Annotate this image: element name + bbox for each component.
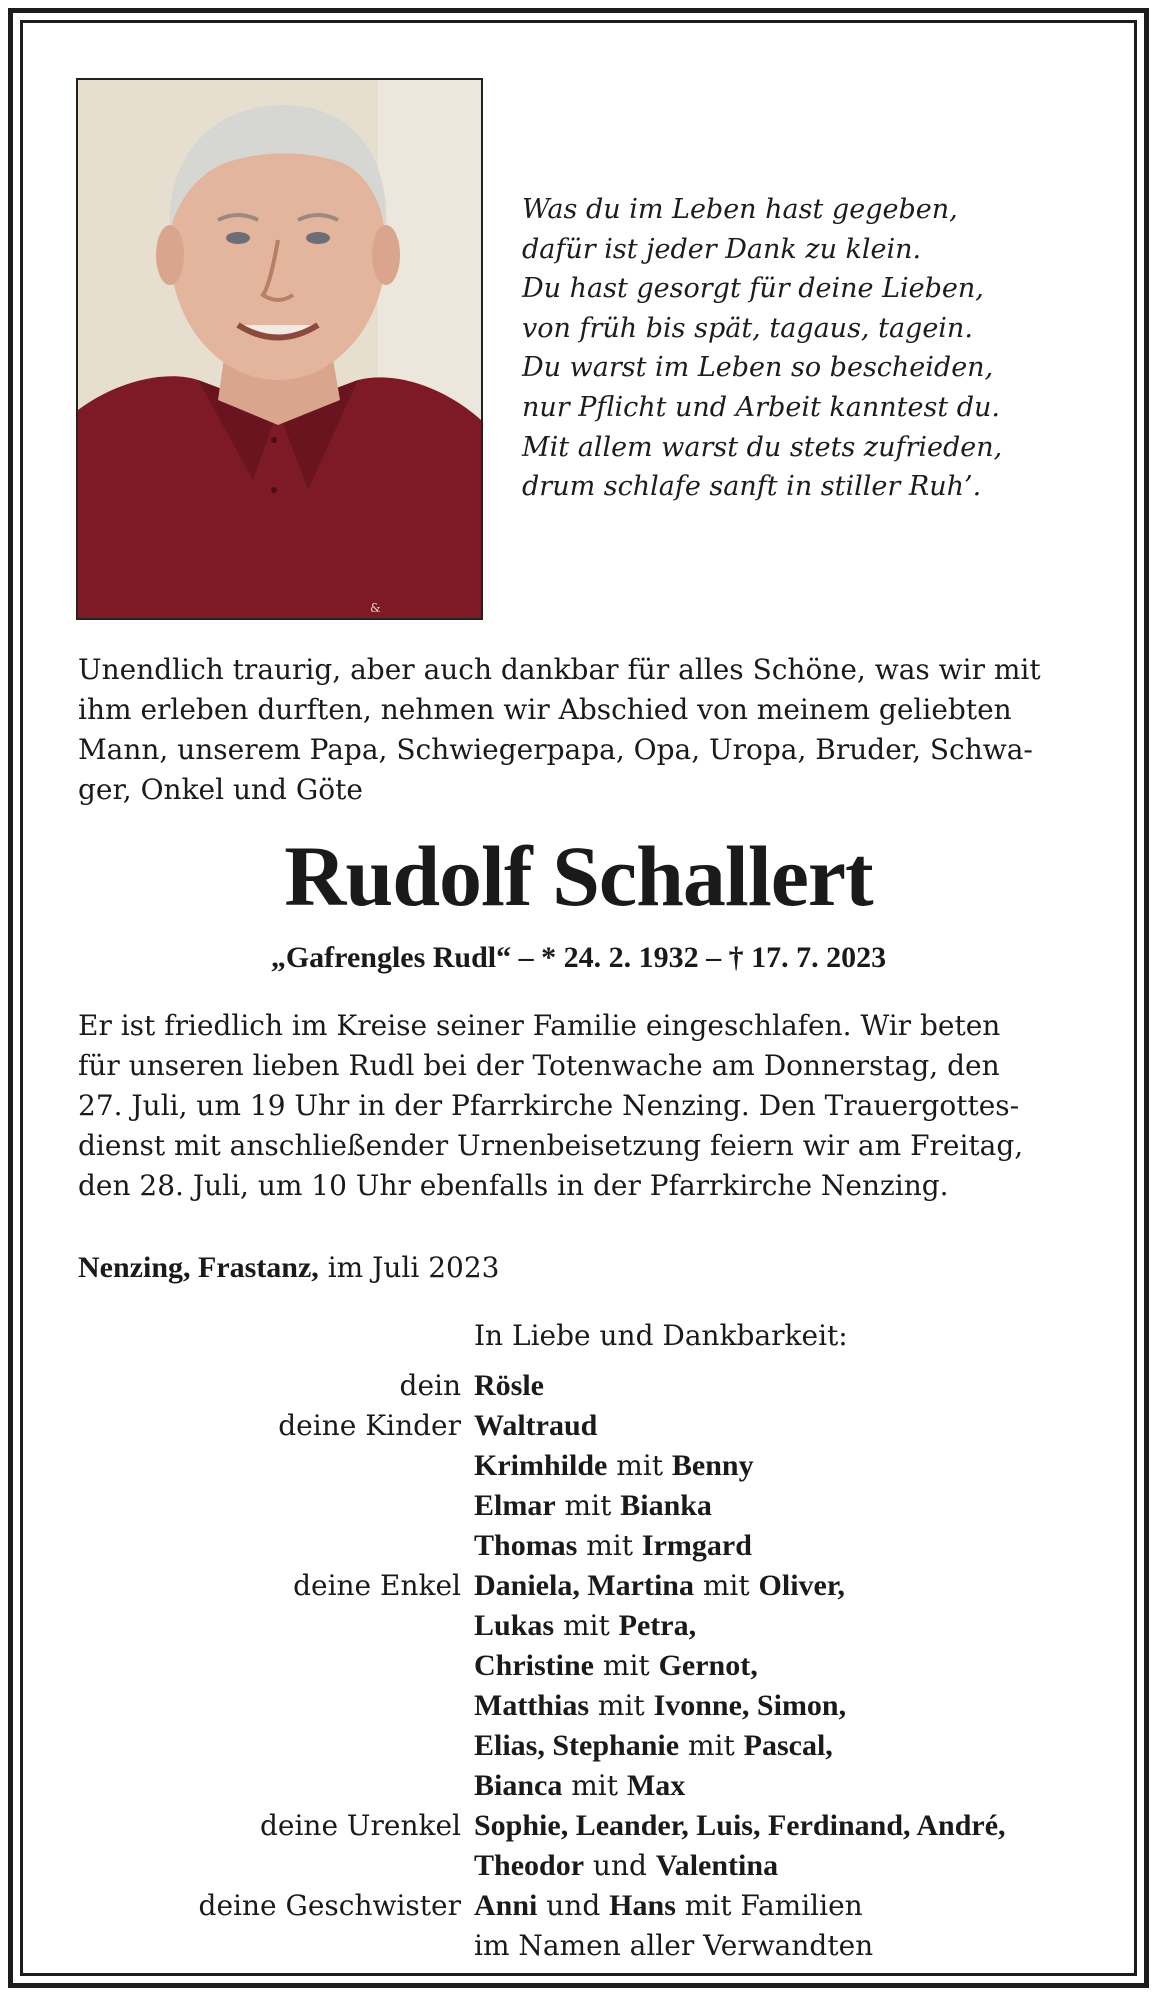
family-row [0, 1726, 1157, 1766]
relative-name: Waltraud [474, 1409, 598, 1442]
poem-line: nur Pflicht und Arbeit kanntest du. [522, 391, 1001, 423]
poem-line: dafür ist jeder Dank zu klein. [522, 233, 922, 265]
relative-names [474, 1566, 845, 1606]
intro-line: ihm erleben durften, nehmen wir Abschied von meinem geliebten [78, 693, 1012, 726]
connector-text: und [537, 1889, 610, 1922]
connector-text: mit [589, 1689, 654, 1722]
family-row [0, 1406, 1157, 1446]
connector-text: mit [607, 1449, 672, 1482]
poem-line: Du hast gesorgt für deine Lieben, [522, 273, 984, 305]
relation-label: deine Kinder [278, 1409, 461, 1442]
connector-text: mit [594, 1649, 659, 1682]
relative-name: Bianca [474, 1769, 563, 1802]
intro-line: ger, Onkel und Göte [78, 773, 363, 806]
relative-name: Ivonne, Simon, [653, 1689, 847, 1722]
family-row [0, 1886, 1157, 1926]
connector-text: mit [679, 1729, 744, 1762]
relative-name: Gernot, [658, 1649, 758, 1682]
relation-label: deine Urenkel [259, 1809, 461, 1842]
family-row [0, 1926, 1157, 1966]
relative-names [474, 1366, 544, 1406]
relative-name: Hans [609, 1889, 676, 1922]
family-row [0, 1446, 1157, 1486]
intro-paragraph [78, 650, 1088, 810]
relative-name: Krimhilde [474, 1449, 608, 1482]
family-row [0, 1846, 1157, 1886]
relative-names [474, 1766, 685, 1806]
relative-names [474, 1686, 846, 1726]
portrait-photo [76, 78, 483, 620]
family-row [0, 1566, 1157, 1606]
relative-names [474, 1926, 873, 1966]
place-month: im Juli 2023 [318, 1251, 500, 1284]
relative-name: Oliver, [758, 1569, 845, 1602]
poem-line: Was du im Leben hast gegeben, [522, 194, 958, 225]
connector-text: mit Familien [675, 1889, 863, 1922]
relative-name: Max [626, 1769, 686, 1802]
service-paragraph [78, 1006, 1088, 1206]
relative-names [474, 1846, 778, 1886]
family-row [0, 1766, 1157, 1806]
relative-names [474, 1526, 752, 1566]
connector-text: mit [555, 1489, 621, 1522]
relative-name: Matthias [474, 1689, 589, 1722]
place-names: Nenzing, Frastanz, [78, 1251, 319, 1284]
intro-line: Mann, unserem Papa, Schwiegerpapa, Opa, Uropa, Bruder, Schwa- [78, 733, 1033, 766]
body-line: dienst mit anschließender Urnenbeisetzung feiern wir am Freitag, [78, 1129, 1024, 1162]
relative-name: Pascal, [743, 1729, 833, 1762]
family-row [0, 1806, 1157, 1846]
relative-name: Elmar [474, 1489, 556, 1522]
family-row [0, 1526, 1157, 1566]
relative-names [474, 1806, 1006, 1846]
poem-line: drum schlafe sanft in stiller Ruh’. [522, 471, 982, 503]
body-line: für unseren lieben Rudl bei der Totenwache am Donnerstag, den [78, 1049, 1000, 1082]
poem-line: von früh bis spät, tagaus, tagein. [522, 312, 973, 344]
deceased-name: Rudolf Schallert [284, 828, 873, 924]
life-dates: „Gafrengles Rudl“ – * 24. 2. 1932 – † 17. 7. 2023 [270, 941, 887, 974]
family-row [0, 1366, 1157, 1406]
relative-names [474, 1606, 696, 1646]
relative-name: Bianka [620, 1489, 712, 1522]
relative-name: Valentina [655, 1849, 779, 1882]
relative-name: Benny [671, 1449, 754, 1482]
relative-names [474, 1646, 758, 1686]
poem-line: Mit allem warst du stets zufrieden, [522, 431, 1003, 463]
relative-name: Christine [474, 1649, 594, 1682]
intro-line: Unendlich traurig, aber auch dankbar für alles Schöne, was wir mit [78, 653, 1041, 686]
connector-text: im Namen aller Verwandten [474, 1929, 874, 1962]
relative-name: Irmgard [641, 1529, 752, 1562]
family-row [0, 1606, 1157, 1646]
connector-text: mit [577, 1529, 642, 1562]
family-row [0, 1686, 1157, 1726]
relative-names [474, 1446, 754, 1486]
connector-text: mit [554, 1609, 619, 1642]
relative-names [474, 1406, 597, 1446]
body-line: den 28. Juli, um 10 Uhr ebenfalls in der Pfarrkirche Nenzing. [78, 1169, 949, 1202]
relative-name: Sophie, Leander, Luis, Ferdinand, André, [474, 1809, 1006, 1842]
connector-text: mit [693, 1569, 759, 1602]
relative-name: Rösle [474, 1369, 544, 1402]
relative-name: Daniela, Martina [474, 1569, 694, 1602]
relation-label: deine Enkel [293, 1569, 461, 1602]
body-line: Er ist friedlich im Kreise seiner Familie eingeschlafen. Wir beten [78, 1009, 1001, 1042]
family-row [0, 1646, 1157, 1686]
relation-label: deine Geschwister [198, 1889, 461, 1922]
relative-name: Petra, [618, 1609, 697, 1642]
relative-names [474, 1486, 712, 1526]
poem-line: Du warst im Leben so bescheiden, [522, 352, 994, 384]
relative-name: Thomas [474, 1529, 578, 1562]
family-row [0, 1486, 1157, 1526]
relative-name: Lukas [474, 1609, 555, 1642]
relation-label: dein [399, 1369, 461, 1402]
relative-names [474, 1726, 833, 1766]
body-line: 27. Juli, um 19 Uhr in der Pfarrkirche Nenzing. Den Trauergottes- [78, 1089, 1020, 1122]
place-date [78, 1248, 499, 1288]
signoff: In Liebe und Dankbarkeit: [474, 1319, 848, 1352]
connector-text: und [584, 1849, 656, 1882]
connector-text: mit [562, 1769, 627, 1802]
relative-name: Anni [474, 1889, 538, 1922]
svg-text:&: & [370, 601, 381, 615]
relative-name: Theodor [474, 1849, 585, 1882]
relative-names [474, 1886, 863, 1926]
relative-name: Elias, Stephanie [474, 1729, 680, 1762]
poem [522, 190, 1082, 507]
